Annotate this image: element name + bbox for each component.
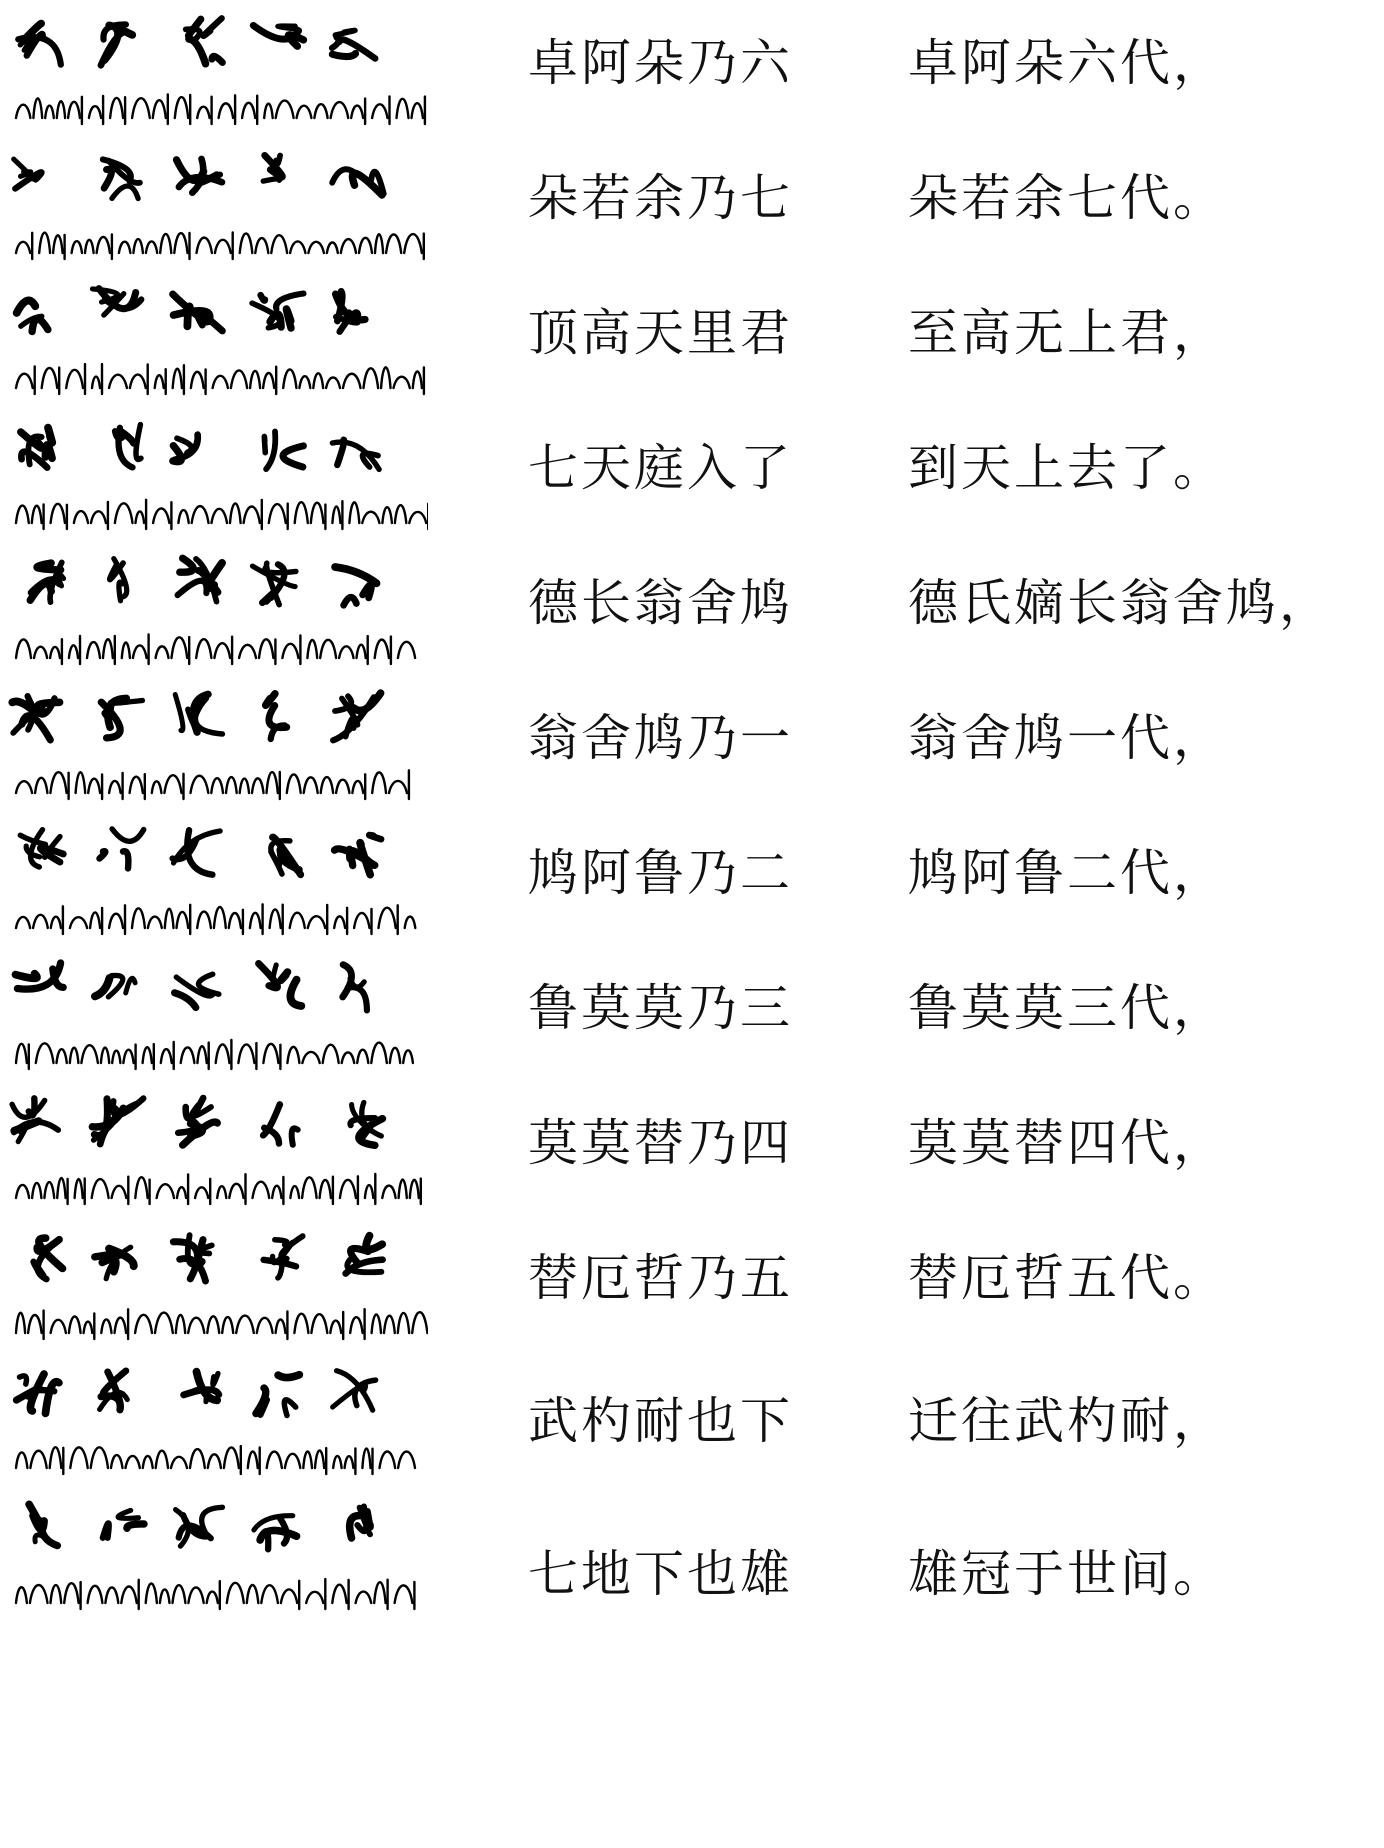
- script-drawing: [8, 270, 428, 420]
- script-glyph: [177, 159, 223, 193]
- script-glyph: [103, 1510, 144, 1537]
- handwritten-script-image: [8, 675, 428, 825]
- script-glyph: [332, 169, 384, 195]
- verse-row: [0, 1485, 1384, 1645]
- script-transliteration: [16, 1579, 414, 1609]
- script-glyph: [29, 1504, 57, 1546]
- literal-gloss: 翁舍鸠乃一: [528, 709, 793, 767]
- literal-gloss: 替厄哲乃五: [528, 1249, 793, 1307]
- script-glyph: [253, 563, 296, 605]
- script-glyph: [103, 159, 140, 198]
- script-glyph: [335, 835, 382, 875]
- script-glyph: [271, 837, 301, 874]
- script-transliteration: [16, 634, 415, 664]
- script-glyph: [266, 694, 287, 739]
- handwritten-script-image: [8, 1215, 428, 1365]
- script-glyph: [14, 159, 42, 189]
- free-translation: 替厄哲五代。: [908, 1249, 1226, 1307]
- script-transliteration: [16, 1174, 421, 1204]
- script-drawing: [8, 135, 428, 285]
- script-transliteration: [16, 1040, 413, 1069]
- literal-gloss: 七天庭入了: [528, 439, 793, 497]
- script-transliteration: [16, 95, 425, 125]
- script-transliteration: [16, 232, 424, 259]
- script-glyph: [332, 440, 379, 470]
- script-transliteration: [16, 364, 424, 394]
- script-glyph: [264, 432, 303, 470]
- handwritten-script-image: [8, 0, 428, 150]
- script-glyph: [115, 425, 141, 468]
- script-glyph: [18, 24, 61, 65]
- free-translation: 鸠阿鲁二代，: [908, 844, 1226, 902]
- free-translation: 翁舍鸠一代，: [908, 709, 1226, 767]
- script-glyph: [30, 562, 63, 602]
- script-glyph: [12, 696, 59, 740]
- free-translation: 卓阿朵六代，: [908, 34, 1226, 92]
- script-glyph: [12, 1098, 58, 1141]
- script-glyph: [335, 567, 376, 605]
- script-glyph: [263, 1104, 298, 1144]
- script-drawing: [8, 1215, 428, 1365]
- script-drawing: [8, 1485, 428, 1635]
- script-glyph: [16, 963, 64, 989]
- script-drawing: [8, 675, 428, 825]
- literal-gloss: 七地下也雄: [528, 1545, 793, 1603]
- handwritten-script-image: [8, 270, 428, 420]
- script-glyph: [333, 693, 381, 740]
- script-glyph: [253, 25, 303, 46]
- script-glyph: [350, 1507, 371, 1538]
- script-glyph: [263, 155, 282, 181]
- literal-gloss: 卓阿朵乃六: [528, 34, 793, 92]
- handwritten-script-image: [8, 405, 428, 555]
- handwritten-script-image: [8, 810, 428, 960]
- script-glyph: [100, 1371, 128, 1410]
- script-glyph: [100, 829, 144, 869]
- script-glyph: [95, 975, 135, 996]
- script-glyph: [264, 1236, 303, 1278]
- script-glyph: [92, 289, 141, 316]
- script-glyph: [16, 1374, 59, 1413]
- script-drawing: [8, 1080, 428, 1230]
- free-translation: 莫莫替四代，: [908, 1114, 1226, 1172]
- script-transliteration: [16, 1309, 427, 1339]
- script-glyph: [333, 1371, 376, 1411]
- script-glyph: [172, 830, 220, 875]
- script-glyph: [346, 1236, 383, 1274]
- script-glyph: [21, 428, 52, 468]
- script-glyph: [173, 294, 223, 331]
- script-glyph: [95, 1247, 134, 1279]
- script-drawing: [8, 405, 428, 555]
- script-transliteration: [16, 904, 415, 934]
- handwritten-script-image: [8, 1485, 428, 1635]
- free-translation: 朵若余七代。: [908, 169, 1226, 227]
- script-glyph: [254, 1516, 297, 1550]
- literal-gloss: 莫莫替乃四: [528, 1114, 793, 1172]
- script-glyph: [176, 1507, 223, 1546]
- handwritten-script-image: [8, 540, 428, 690]
- script-glyph: [186, 18, 223, 64]
- script-glyph: [350, 1103, 382, 1146]
- free-translation: 德氏嫡长翁舍鸠，: [908, 574, 1332, 632]
- script-glyph: [178, 1098, 217, 1145]
- free-translation: 至高无上君，: [908, 304, 1226, 362]
- script-glyph: [178, 558, 222, 601]
- script-drawing: [8, 945, 428, 1095]
- free-translation: 到天上去了。: [908, 439, 1226, 497]
- script-glyph: [173, 435, 198, 462]
- script-drawing: [8, 1350, 428, 1500]
- script-glyph: [101, 24, 132, 65]
- script-glyph: [332, 30, 375, 58]
- script-glyph: [259, 964, 302, 1006]
- literal-gloss: 武杓耐也下: [528, 1392, 793, 1450]
- script-glyph: [33, 1238, 62, 1279]
- script-glyph: [110, 559, 127, 601]
- literal-gloss: 德长翁舍鸠: [528, 574, 793, 632]
- script-glyph: [175, 974, 219, 1007]
- literal-gloss: 鸠阿鲁乃二: [528, 844, 793, 902]
- literal-gloss: 顶高天里君: [528, 304, 793, 362]
- script-glyph: [343, 965, 367, 1011]
- script-glyph: [184, 1372, 219, 1402]
- script-drawing: [8, 810, 428, 960]
- script-glyph: [17, 301, 48, 332]
- free-translation: 鲁莫莫三代，: [908, 979, 1226, 1037]
- script-drawing: [8, 540, 428, 690]
- free-translation: 迁往武杓耐，: [908, 1392, 1226, 1450]
- script-transliteration: [16, 1446, 415, 1474]
- handwritten-script-image: [8, 1350, 428, 1500]
- handwritten-script-image: [8, 1080, 428, 1230]
- script-glyph: [101, 698, 142, 738]
- script-glyph: [20, 830, 63, 867]
- handwritten-script-image: [8, 945, 428, 1095]
- literal-gloss: 朵若余乃七: [528, 169, 793, 227]
- script-glyph: [175, 694, 222, 734]
- handwritten-script-image: [8, 135, 428, 285]
- free-translation: 雄冠于世间。: [908, 1545, 1226, 1603]
- script-transliteration: [16, 770, 409, 799]
- script-transliteration: [16, 500, 428, 529]
- script-glyph: [336, 291, 366, 331]
- script-drawing: [8, 0, 428, 150]
- script-glyph: [256, 1375, 300, 1416]
- literal-gloss: 鲁莫莫乃三: [528, 979, 793, 1037]
- script-glyph: [252, 294, 303, 329]
- script-glyph: [173, 1235, 211, 1281]
- script-glyph: [92, 1098, 143, 1144]
